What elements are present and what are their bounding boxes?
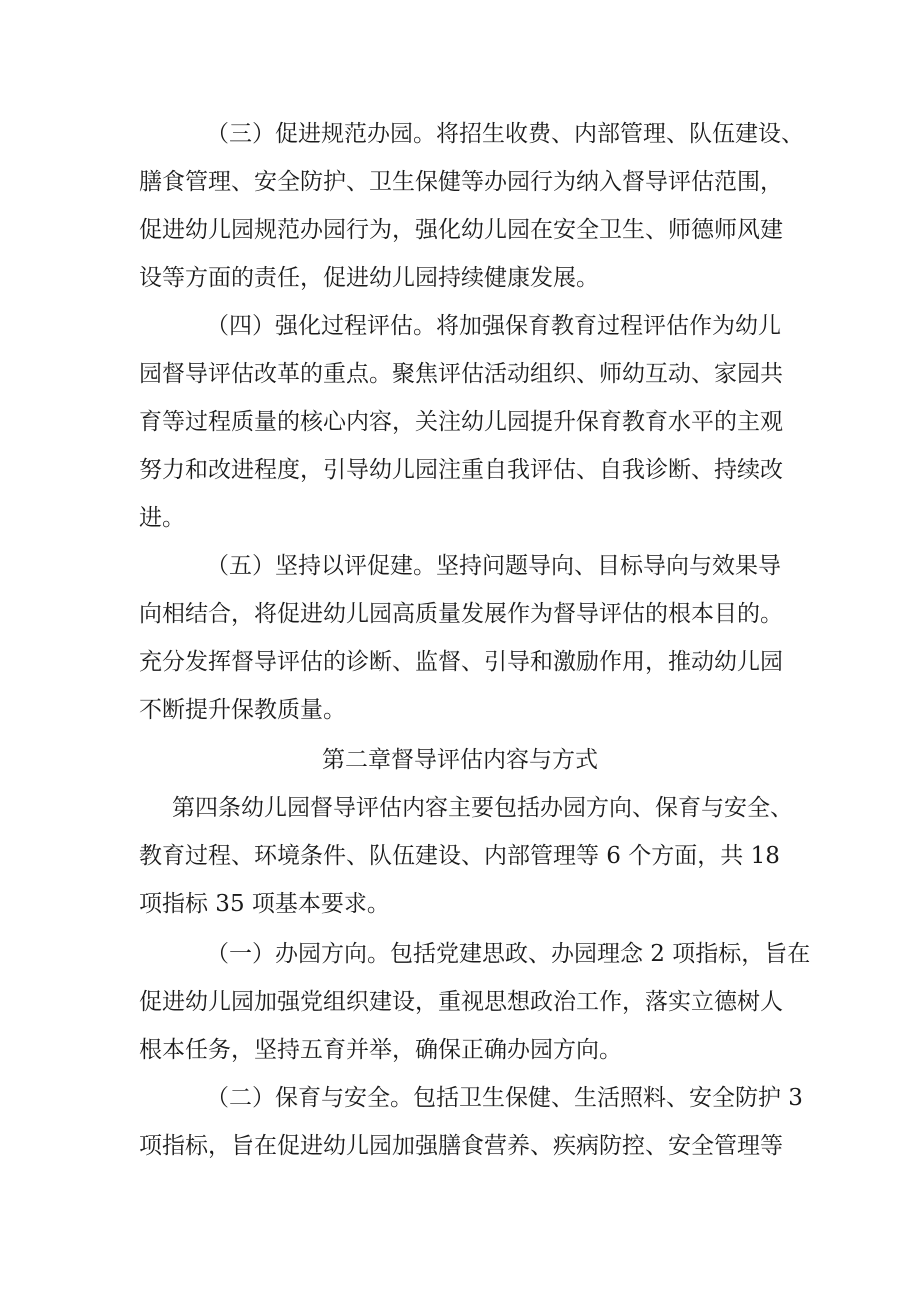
paragraph-line: 向相结合，将促进幼儿园高质量发展作为督导评估的根本目的。 xyxy=(139,601,783,627)
paragraph-line: 设等方面的责任，促进幼儿园持续健康发展。 xyxy=(139,265,599,291)
paragraph-line: 进。 xyxy=(139,505,185,531)
paragraph-line: 园督导评估改革的重点。聚焦评估活动组织、师幼互动、家园共 xyxy=(139,361,783,387)
paragraph-line: 育等过程质量的核心内容，关注幼儿园提升保育教育水平的主观 xyxy=(139,409,783,435)
paragraph-line: （三）促进规范办园。将招生收费、内部管理、队伍建设、 xyxy=(206,121,804,147)
paragraph-line: 根本任务，坚持五育并举，确保正确办园方向。 xyxy=(139,1037,622,1063)
paragraph-line: 充分发挥督导评估的诊断、监督、引导和激励作用，推动幼儿园 xyxy=(139,649,783,675)
paragraph-line: （五）坚持以评促建。坚持问题导向、目标导向与效果导 xyxy=(206,553,781,579)
paragraph-line: 努力和改进程度，引导幼儿园注重自我评估、自我诊断、持续改 xyxy=(139,457,783,483)
paragraph-line: 项指标 35 项基本要求。 xyxy=(139,891,390,917)
paragraph-line: 促进幼儿园规范办园行为，强化幼儿园在安全卫生、师德师风建 xyxy=(139,217,783,243)
paragraph-line: 促进幼儿园加强党组织建设，重视思想政治工作，落实立德树人 xyxy=(139,989,783,1015)
chapter-heading: 第二章督导评估内容与方式 xyxy=(322,747,598,773)
paragraph-line: 膳食管理、安全防护、卫生保健等办园行为纳入督导评估范围， xyxy=(139,169,783,195)
paragraph-line: （二）保育与安全。包括卫生保健、生活照料、安全防护 3 xyxy=(206,1085,803,1111)
paragraph-line: 不断提升保教质量。 xyxy=(139,697,346,723)
paragraph-line: 第四条幼儿园督导评估内容主要包括办园方向、保育与安全、 xyxy=(172,795,793,821)
paragraph-line: （四）强化过程评估。将加强保育教育过程评估作为幼儿 xyxy=(206,313,781,339)
paragraph-line: （一）办园方向。包括党建思政、办园理念 2 项指标，旨在 xyxy=(206,941,811,967)
paragraph-line: 项指标，旨在促进幼儿园加强膳食营养、疾病防控、安全管理等 xyxy=(139,1133,783,1159)
paragraph-line: 教育过程、环境条件、队伍建设、内部管理等 6 个方面，共 18 xyxy=(139,843,780,869)
